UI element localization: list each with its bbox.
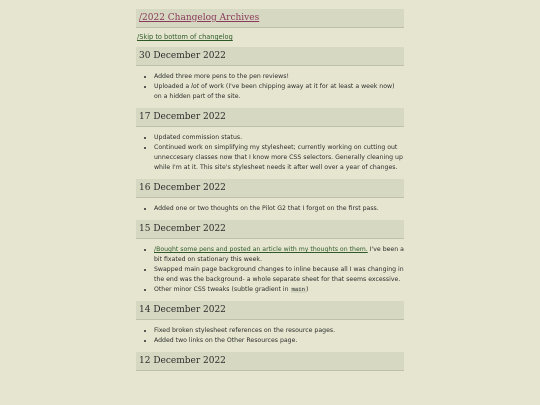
page-title-link[interactable]: /2022 Changelog Archives <box>139 13 260 23</box>
list-item: • Swapped main page background changes to inline because all I was changing in the end was the background- a whole separate sheet for that seems excessive. <box>154 265 404 285</box>
changelog-entry <box>136 301 404 346</box>
entry-list <box>136 245 404 295</box>
entry-list <box>136 72 404 102</box>
changelog-entry <box>136 47 404 102</box>
entry-list <box>136 326 404 346</box>
skip-to-bottom-link[interactable]: /Skip to bottom of changelog <box>137 33 233 41</box>
list-item: • Added two links on the Other Resources page. <box>154 336 404 346</box>
list-item: • /Bought some pens and posted an article with my thoughts on them. I've been a bit fixated on stationary this week. <box>154 245 404 265</box>
entry-date: 15 December 2022 <box>136 220 404 239</box>
changelog-entry <box>136 352 404 371</box>
list-item: • Fixed broken stylesheet references on the resource pages. <box>154 326 404 336</box>
entry-date: 12 December 2022 <box>136 352 404 371</box>
pen-article-link[interactable]: /Bought some pens and posted an article with my thoughts on them. <box>154 246 368 253</box>
list-item: • Added three more pens to the pen reviews! <box>154 72 404 82</box>
code-snippet: main <box>291 287 306 293</box>
changelog-entry <box>136 108 404 173</box>
list-item: • Uploaded a lot of work (I've been chipping away at it for at least a week now) on a hidden part of the site. <box>154 82 404 102</box>
changelog-entry <box>136 220 404 295</box>
entry-date: 30 December 2022 <box>136 47 404 66</box>
entry-date: 14 December 2022 <box>136 301 404 320</box>
changelog-page <box>136 0 404 371</box>
changelog-entry <box>136 179 404 214</box>
entry-list <box>136 204 404 214</box>
entry-date: 16 December 2022 <box>136 179 404 198</box>
list-item: • Continued work on simplifying my stylesheet; currently working on cutting out unneccesary classes now that I know more CSS selectors. Generally cleaning up while I'm at it. This site's stylesheet needs it after well over a year of changes. <box>154 143 404 173</box>
list-item: • Updated commission status. <box>154 133 404 143</box>
list-item: • Added one or two thoughts on the Pilot G2 that I forgot on the first pass. <box>154 204 404 214</box>
entry-date: 17 December 2022 <box>136 108 404 127</box>
page-title-bar <box>136 9 404 28</box>
entry-list <box>136 133 404 173</box>
list-item: • Other minor CSS tweaks (subtle gradient in main) <box>154 285 404 295</box>
